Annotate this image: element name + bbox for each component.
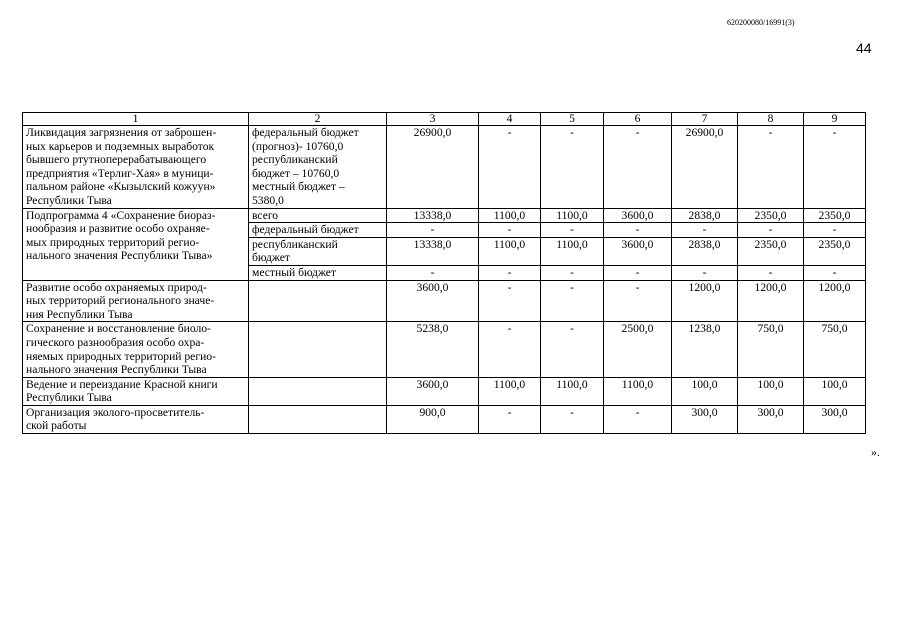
value-cell: 1100,0 [479, 208, 541, 223]
value-cell: 2838,0 [672, 237, 738, 265]
row-name-line: пальном районе «Кызылский кожуун» [26, 180, 216, 194]
value-cell: 26900,0 [672, 126, 738, 209]
value-cell: 1238,0 [672, 322, 738, 377]
column-header: 4 [479, 113, 541, 126]
value-cell: - [804, 265, 866, 280]
value-cell: 2350,0 [804, 237, 866, 265]
value-cell: 2350,0 [804, 208, 866, 223]
row-name [23, 405, 249, 433]
funding-source-line: местный бюджет – [252, 180, 345, 194]
value-cell: - [604, 280, 672, 322]
value-cell: 26900,0 [387, 126, 479, 209]
value-cell: - [541, 405, 604, 433]
value-cell: 2838,0 [672, 208, 738, 223]
value-cell: - [804, 126, 866, 209]
row-name-line: ской работы [26, 419, 87, 433]
column-header: 2 [249, 113, 387, 126]
row-name-line: Ликвидация загрязнения от заброшен- [26, 126, 217, 139]
value-cell: - [479, 265, 541, 280]
funding-source [249, 223, 387, 238]
value-cell: 1100,0 [479, 237, 541, 265]
row-name-line: няемых природных территорий регио- [26, 349, 216, 363]
budget-table [22, 112, 866, 434]
row-name [23, 280, 249, 322]
funding-source [249, 322, 387, 377]
value-cell: - [541, 280, 604, 322]
table-row [23, 405, 866, 433]
row-name-line: ных карьеров и подземных выработок [26, 139, 215, 153]
value-cell: 1100,0 [479, 377, 541, 405]
column-header: 8 [738, 113, 804, 126]
row-name-line: гического разнообразия особо охра- [26, 335, 205, 349]
funding-source-line: республиканский [252, 237, 338, 251]
funding-source-line: бюджет – 10760,0 [252, 166, 340, 180]
value-cell: - [479, 280, 541, 322]
funding-source [249, 208, 387, 223]
value-cell: 300,0 [804, 405, 866, 433]
funding-source [249, 377, 387, 405]
closing-quote: ». [871, 445, 880, 459]
value-cell: - [604, 223, 672, 238]
row-name [23, 208, 249, 280]
value-cell: - [479, 322, 541, 377]
value-cell: - [738, 126, 804, 209]
funding-source-line: федеральный бюджет [252, 223, 359, 237]
value-cell: 3600,0 [604, 237, 672, 265]
funding-source-line: местный бюджет [252, 265, 337, 279]
funding-source [249, 405, 387, 433]
value-cell: 1200,0 [738, 280, 804, 322]
table-row [23, 280, 866, 322]
row-name [23, 322, 249, 377]
row-name-line: Республики Тыва [26, 391, 112, 405]
value-cell: - [387, 265, 479, 280]
value-cell: - [387, 223, 479, 238]
funding-source-line: (прогноз)- 10760,0 [252, 139, 344, 153]
funding-source [249, 126, 387, 209]
funding-source-line: республиканский [252, 153, 338, 167]
row-name-line: ния Республики Тыва [26, 307, 133, 321]
column-header: 5 [541, 113, 604, 126]
value-cell: - [738, 265, 804, 280]
value-cell: - [604, 405, 672, 433]
value-cell: 2500,0 [604, 322, 672, 377]
funding-source [249, 237, 387, 265]
row-name-line: ных территорий регионального значе- [26, 294, 215, 308]
row-name-line: нообразия и развитие особо охраняе- [26, 222, 210, 236]
value-cell: - [604, 265, 672, 280]
value-cell: 1100,0 [541, 237, 604, 265]
page-number: 44 [856, 40, 872, 56]
value-cell: - [672, 223, 738, 238]
column-header: 9 [804, 113, 866, 126]
value-cell: - [479, 405, 541, 433]
row-name-line: мых природных территорий регио- [26, 235, 200, 249]
column-header: 1 [23, 113, 249, 126]
value-cell: 300,0 [738, 405, 804, 433]
column-header: 6 [604, 113, 672, 126]
funding-source-line: 5380,0 [252, 193, 284, 207]
row-name-line: нального значения Республики Тыва» [26, 249, 213, 263]
value-cell: 900,0 [387, 405, 479, 433]
column-header: 7 [672, 113, 738, 126]
row-name-line: бывшего ртутноперерабатывающего [26, 153, 207, 167]
row-name-line: Организация эколого-просветитель- [26, 405, 205, 419]
header-row [23, 113, 866, 126]
row-name-line: Развитие особо охраняемых природ- [26, 280, 207, 294]
value-cell: - [541, 223, 604, 238]
value-cell: 2350,0 [738, 237, 804, 265]
document-id: 620200080/16991(3) [727, 18, 795, 27]
row-name-line: Республики Тыва [26, 193, 112, 207]
row-name-line: предприятия «Терлиг-Хая» в муници- [26, 166, 214, 180]
value-cell: 13338,0 [387, 237, 479, 265]
value-cell: 3600,0 [387, 280, 479, 322]
value-cell: 300,0 [672, 405, 738, 433]
value-cell: 1100,0 [604, 377, 672, 405]
value-cell: - [479, 126, 541, 209]
table-row [23, 377, 866, 405]
value-cell: 3600,0 [387, 377, 479, 405]
funding-source [249, 265, 387, 280]
value-cell: 3600,0 [604, 208, 672, 223]
value-cell: - [804, 223, 866, 238]
value-cell: - [541, 265, 604, 280]
row-name-line: нального значения Республики Тыва [26, 363, 207, 377]
funding-source [249, 280, 387, 322]
value-cell: 5238,0 [387, 322, 479, 377]
table-row [23, 208, 866, 223]
row-name [23, 377, 249, 405]
value-cell: 1100,0 [541, 208, 604, 223]
value-cell: 1200,0 [672, 280, 738, 322]
value-cell: 2350,0 [738, 208, 804, 223]
value-cell: - [541, 322, 604, 377]
row-name [23, 126, 249, 209]
value-cell: 1200,0 [804, 280, 866, 322]
value-cell: - [672, 265, 738, 280]
column-header: 3 [387, 113, 479, 126]
table-row [23, 126, 866, 209]
funding-source-line: федеральный бюджет [252, 126, 359, 139]
row-name-line: Подпрограмма 4 «Сохранение биораз- [26, 208, 216, 222]
value-cell: 750,0 [738, 322, 804, 377]
value-cell: 750,0 [804, 322, 866, 377]
table-row [23, 322, 866, 377]
value-cell: - [541, 126, 604, 209]
value-cell: 100,0 [804, 377, 866, 405]
row-name-line: Сохранение и восстановление биоло- [26, 322, 211, 336]
value-cell: 1100,0 [541, 377, 604, 405]
value-cell: - [479, 223, 541, 238]
row-name-line: Ведение и переиздание Красной книги [26, 377, 218, 391]
value-cell: 100,0 [672, 377, 738, 405]
value-cell: - [604, 126, 672, 209]
funding-source-line: бюджет [252, 251, 290, 265]
value-cell: 100,0 [738, 377, 804, 405]
value-cell: 13338,0 [387, 208, 479, 223]
funding-source-line: всего [252, 208, 279, 222]
value-cell: - [738, 223, 804, 238]
